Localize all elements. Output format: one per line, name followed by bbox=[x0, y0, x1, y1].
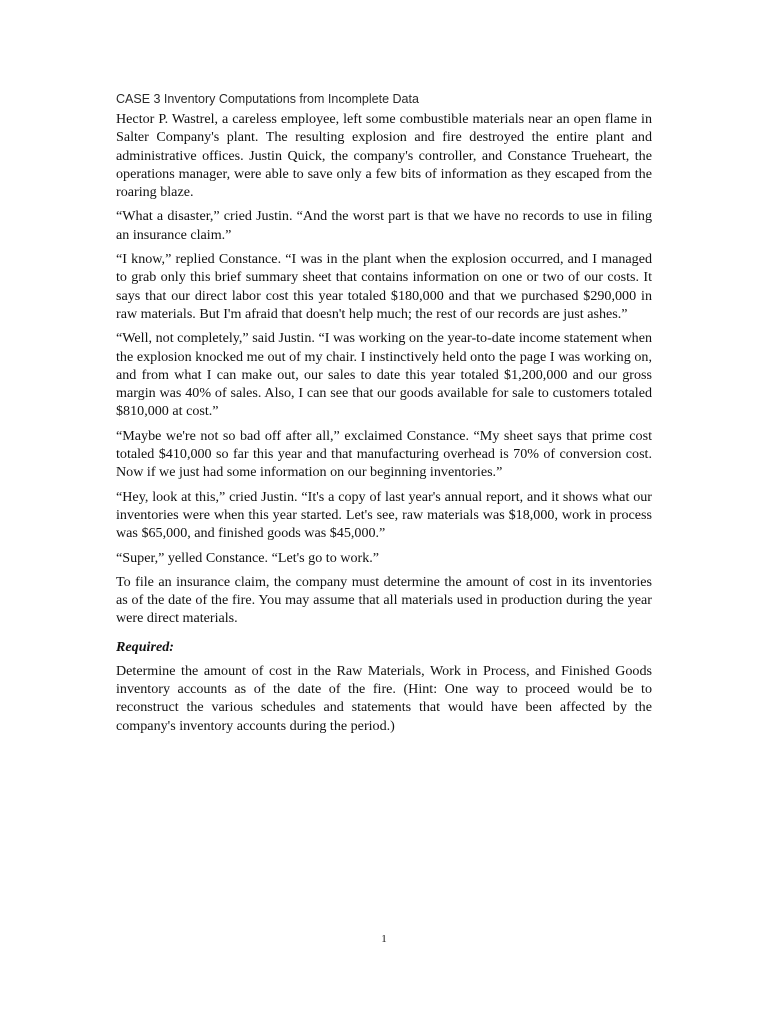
required-text: Determine the amount of cost in the Raw Materials, Work in Process, and Finished Goods inventory accounts as of the date of the fire. (Hint: One way to proceed would be to reconstruct the various schedules and statements that would have been affected by the company's inventory accounts during the period.) bbox=[116, 662, 652, 734]
case-title: CASE 3 Inventory Computations from Incomplete Data bbox=[116, 92, 419, 106]
paragraph-constance-summary: “I know,” replied Constance. “I was in the plant when the explosion occurred, and I managed to grab only this brief summary sheet that contains information on one or two of our costs. It says that our direct labor cost this year totaled $180,000 and that we purchased $290,000 in raw materials. But I'm afraid that doesn't help much; the rest of our records are just ashes.” bbox=[116, 251, 652, 322]
document-page bbox=[116, 90, 652, 741]
paragraph-insurance-claim: To file an insurance claim, the company must determine the amount of cost in its inventories as of the date of the fire. You may assume that all materials used in production during the year were direct materials. bbox=[116, 573, 652, 627]
paragraph-constance-work: “Super,” yelled Constance. “Let's go to work.” bbox=[116, 549, 380, 566]
paragraph-constance-prime-cost: “Maybe we're not so bad off after all,” exclaimed Constance. “My sheet says that prime cost totaled $410,000 so far this year and that manufacturing overhead is 70% of conversion cost. Now if we just had some information on our beginning inventories.” bbox=[116, 427, 652, 481]
page-number: 1 bbox=[381, 933, 387, 945]
paragraph-justin-annual-report: “Hey, look at this,” cried Justin. “It's a copy of last year's annual report, and it shows what our inventories were when this year started. Let's see, raw materials was $18,000, work in process was $65,000, and finished goods was $45,000.” bbox=[116, 488, 652, 542]
paragraph-justin-income-statement: “Well, not completely,” said Justin. “I was working on the year-to-date income statement when the explosion knocked me out of my chair. I instinctively held onto the page I was working on, and from what I can make out, our sales to date this year totaled $1,200,000 and our gross margin was 40% of sales. Also, I can see that our goods available for sale to customers totaled $810,000 at cost.” bbox=[116, 330, 652, 420]
paragraph-intro: Hector P. Wastrel, a careless employee, left some combustible materials near an open flame in Salter Company's plant. The resulting explosion and fire destroyed the entire plant and administrative offices. Justin Quick, the company's controller, and Constance Trueheart, the operations manager, were able to save only a few bits of information as they escaped from the roaring blaze. bbox=[116, 111, 652, 201]
paragraph-justin-disaster: “What a disaster,” cried Justin. “And the worst part is that we have no records to use in filing an insurance claim.” bbox=[116, 208, 652, 243]
required-heading: Required: bbox=[116, 638, 174, 655]
